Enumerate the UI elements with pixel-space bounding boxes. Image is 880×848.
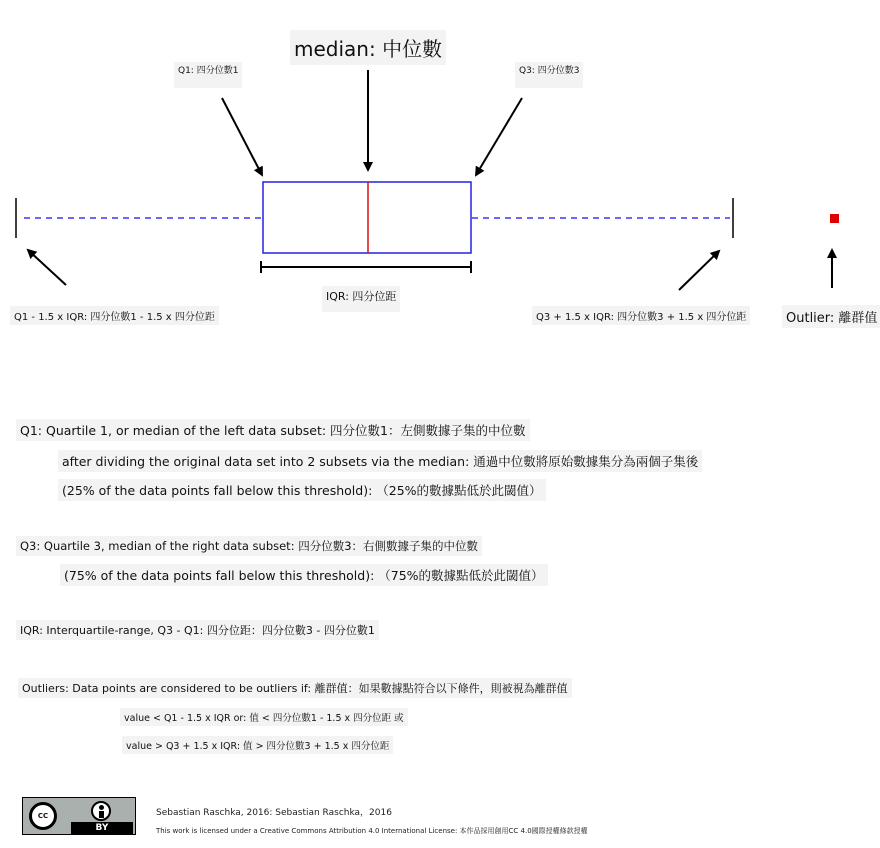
outliers-explanation-line1: Outliers: Data points are considered to be outliers if: 離群值：如果數據點符合以下條件，則被視為離群值 (18, 678, 572, 698)
attribution-icon (91, 801, 111, 821)
q3-arrow (476, 98, 522, 175)
license-notice: This work is licensed under a Creative Commons Attribution 4.0 International License: 本作品採用創用CC 4.0國際授權條款授權 (156, 827, 588, 835)
q3-explanation-line2: (75% of the data points fall below this threshold): （75%的數據點低於此閾值） (60, 564, 548, 586)
q1-arrow (222, 98, 262, 175)
outlier-point (830, 214, 839, 223)
upper-fence-arrow (679, 251, 719, 290)
outliers-explanation-line2: value < Q1 - 1.5 x IQR or: 值 < 四分位數1 - 1.5 x 四分位距 或 (120, 708, 408, 726)
q3-label: Q3: 四分位數3 (515, 62, 583, 88)
outliers-explanation-line3: value > Q3 + 1.5 x IQR: 值 > 四分位數3 + 1.5 x 四分位距 (122, 736, 393, 754)
cc-by-license-badge (22, 797, 136, 835)
by-label: BY (71, 822, 133, 834)
iqr-box (263, 182, 471, 253)
q1-explanation-line1: Q1: Quartile 1, or median of the left data subset: 四分位數1：左側數據子集的中位數 (16, 419, 530, 441)
q1-label: Q1: 四分位數1 (174, 62, 242, 88)
creative-commons-icon: CC (29, 802, 57, 830)
iqr-label: IQR: 四分位距 (322, 286, 400, 312)
iqr-explanation: IQR: Interquartile-range, Q3 - Q1: 四分位距：四分位數3 - 四分位數1 (16, 620, 379, 640)
q3-explanation-line1: Q3: Quartile 3, median of the right data subset: 四分位數3：右側數據子集的中位數 (16, 536, 482, 556)
q1-explanation-line2: after dividing the original data set into 2 subsets via the median: 通過中位數將原始數據集分為兩個子集後 (58, 450, 702, 472)
outlier-label: Outlier: 離群值 (782, 305, 880, 328)
median-label: median: 中位數 (290, 30, 446, 65)
lower-fence-label: Q1 - 1.5 x IQR: 四分位數1 - 1.5 x 四分位距 (10, 306, 219, 325)
lower-fence-arrow (28, 250, 66, 285)
upper-fence-label: Q3 + 1.5 x IQR: 四分位數3 + 1.5 x 四分位距 (532, 306, 750, 325)
q1-explanation-line3: (25% of the data points fall below this threshold): （25%的數據點低於此閾值） (58, 479, 546, 501)
author-credit: Sebastian Raschka, 2016: Sebastian Raschka，2016 (156, 808, 392, 818)
